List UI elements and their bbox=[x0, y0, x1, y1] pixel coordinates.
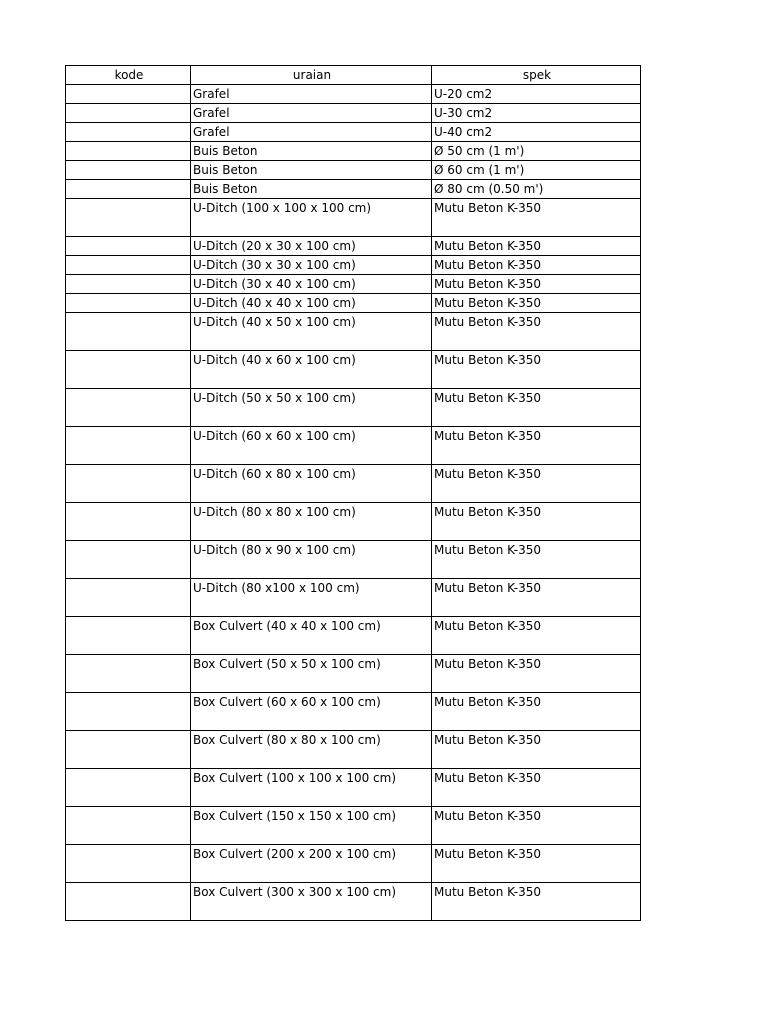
cell-spek: Ø 80 cm (0.50 m') bbox=[432, 180, 641, 199]
cell-uraian: Box Culvert (300 x 300 x 100 cm) bbox=[191, 883, 432, 921]
table-row bbox=[66, 845, 641, 883]
cell-spek: Mutu Beton K-350 bbox=[432, 313, 641, 351]
table-row bbox=[66, 655, 641, 693]
cell-kode bbox=[66, 883, 191, 921]
cell-uraian: U-Ditch (40 x 60 x 100 cm) bbox=[191, 351, 432, 389]
cell-kode bbox=[66, 256, 191, 275]
cell-spek: Mutu Beton K-350 bbox=[432, 845, 641, 883]
table-row bbox=[66, 769, 641, 807]
cell-kode bbox=[66, 389, 191, 427]
cell-spek: Mutu Beton K-350 bbox=[432, 769, 641, 807]
table-row bbox=[66, 161, 641, 180]
table-row bbox=[66, 313, 641, 351]
cell-spek: Mutu Beton K-350 bbox=[432, 294, 641, 313]
cell-kode bbox=[66, 199, 191, 237]
cell-kode bbox=[66, 769, 191, 807]
cell-kode bbox=[66, 465, 191, 503]
cell-spek: Mutu Beton K-350 bbox=[432, 541, 641, 579]
cell-uraian: Box Culvert (150 x 150 x 100 cm) bbox=[191, 807, 432, 845]
table-row bbox=[66, 275, 641, 294]
cell-kode bbox=[66, 693, 191, 731]
table-row bbox=[66, 807, 641, 845]
cell-kode bbox=[66, 617, 191, 655]
table-row bbox=[66, 142, 641, 161]
cell-kode bbox=[66, 161, 191, 180]
cell-uraian: Box Culvert (100 x 100 x 100 cm) bbox=[191, 769, 432, 807]
cell-uraian: U-Ditch (80 x 90 x 100 cm) bbox=[191, 541, 432, 579]
cell-kode bbox=[66, 142, 191, 161]
cell-spek: Mutu Beton K-350 bbox=[432, 465, 641, 503]
table-row bbox=[66, 579, 641, 617]
cell-kode bbox=[66, 807, 191, 845]
cell-spek: U-30 cm2 bbox=[432, 104, 641, 123]
cell-uraian: U-Ditch (80 x 80 x 100 cm) bbox=[191, 503, 432, 541]
header-kode: kode bbox=[66, 66, 191, 85]
table-row bbox=[66, 693, 641, 731]
cell-uraian: U-Ditch (100 x 100 x 100 cm) bbox=[191, 199, 432, 237]
cell-kode bbox=[66, 104, 191, 123]
table-row bbox=[66, 104, 641, 123]
cell-uraian: Buis Beton bbox=[191, 161, 432, 180]
cell-uraian: U-Ditch (20 x 30 x 100 cm) bbox=[191, 237, 432, 256]
cell-spek: Mutu Beton K-350 bbox=[432, 256, 641, 275]
cell-kode bbox=[66, 503, 191, 541]
table-row bbox=[66, 883, 641, 921]
header-spek: spek bbox=[432, 66, 641, 85]
cell-kode bbox=[66, 313, 191, 351]
cell-spek: Mutu Beton K-350 bbox=[432, 237, 641, 256]
cell-kode bbox=[66, 123, 191, 142]
spec-table bbox=[65, 65, 641, 921]
cell-uraian: Box Culvert (60 x 60 x 100 cm) bbox=[191, 693, 432, 731]
table-row bbox=[66, 731, 641, 769]
cell-kode bbox=[66, 180, 191, 199]
table-row bbox=[66, 180, 641, 199]
cell-kode bbox=[66, 731, 191, 769]
cell-uraian: Grafel bbox=[191, 85, 432, 104]
cell-spek: Mutu Beton K-350 bbox=[432, 389, 641, 427]
cell-kode bbox=[66, 541, 191, 579]
cell-uraian: U-Ditch (30 x 30 x 100 cm) bbox=[191, 256, 432, 275]
cell-uraian: Box Culvert (40 x 40 x 100 cm) bbox=[191, 617, 432, 655]
cell-spek: Mutu Beton K-350 bbox=[432, 693, 641, 731]
cell-spek: Mutu Beton K-350 bbox=[432, 655, 641, 693]
cell-uraian: Buis Beton bbox=[191, 142, 432, 161]
cell-kode bbox=[66, 579, 191, 617]
cell-spek: Mutu Beton K-350 bbox=[432, 351, 641, 389]
header-row bbox=[66, 66, 641, 85]
cell-uraian: Box Culvert (80 x 80 x 100 cm) bbox=[191, 731, 432, 769]
cell-uraian: U-Ditch (50 x 50 x 100 cm) bbox=[191, 389, 432, 427]
cell-spek: Mutu Beton K-350 bbox=[432, 731, 641, 769]
cell-kode bbox=[66, 294, 191, 313]
cell-uraian: U-Ditch (60 x 60 x 100 cm) bbox=[191, 427, 432, 465]
cell-spek: Mutu Beton K-350 bbox=[432, 275, 641, 294]
table-row bbox=[66, 503, 641, 541]
cell-kode bbox=[66, 85, 191, 104]
table-row bbox=[66, 237, 641, 256]
table-row bbox=[66, 123, 641, 142]
table-row bbox=[66, 465, 641, 503]
header-uraian: uraian bbox=[191, 66, 432, 85]
cell-kode bbox=[66, 655, 191, 693]
cell-kode bbox=[66, 351, 191, 389]
cell-spek: Ø 60 cm (1 m') bbox=[432, 161, 641, 180]
cell-kode bbox=[66, 275, 191, 294]
cell-kode bbox=[66, 237, 191, 256]
cell-kode bbox=[66, 845, 191, 883]
table-row bbox=[66, 617, 641, 655]
cell-kode bbox=[66, 427, 191, 465]
cell-spek: Mutu Beton K-350 bbox=[432, 579, 641, 617]
table-row bbox=[66, 541, 641, 579]
table-row bbox=[66, 427, 641, 465]
cell-spek: Mutu Beton K-350 bbox=[432, 807, 641, 845]
table-row bbox=[66, 294, 641, 313]
table-row bbox=[66, 389, 641, 427]
cell-spek: Mutu Beton K-350 bbox=[432, 427, 641, 465]
cell-uraian: U-Ditch (40 x 50 x 100 cm) bbox=[191, 313, 432, 351]
cell-spek: Ø 50 cm (1 m') bbox=[432, 142, 641, 161]
cell-uraian: Box Culvert (200 x 200 x 100 cm) bbox=[191, 845, 432, 883]
cell-uraian: Grafel bbox=[191, 104, 432, 123]
cell-spek: Mutu Beton K-350 bbox=[432, 883, 641, 921]
table-row bbox=[66, 351, 641, 389]
cell-uraian: Grafel bbox=[191, 123, 432, 142]
cell-uraian: Buis Beton bbox=[191, 180, 432, 199]
cell-spek: U-40 cm2 bbox=[432, 123, 641, 142]
table-row bbox=[66, 256, 641, 275]
cell-spek: Mutu Beton K-350 bbox=[432, 617, 641, 655]
cell-spek: Mutu Beton K-350 bbox=[432, 503, 641, 541]
cell-spek: Mutu Beton K-350 bbox=[432, 199, 641, 237]
cell-uraian: U-Ditch (80 x100 x 100 cm) bbox=[191, 579, 432, 617]
table-row bbox=[66, 85, 641, 104]
table-row bbox=[66, 199, 641, 237]
cell-uraian: U-Ditch (40 x 40 x 100 cm) bbox=[191, 294, 432, 313]
cell-uraian: U-Ditch (60 x 80 x 100 cm) bbox=[191, 465, 432, 503]
cell-uraian: U-Ditch (30 x 40 x 100 cm) bbox=[191, 275, 432, 294]
cell-uraian: Box Culvert (50 x 50 x 100 cm) bbox=[191, 655, 432, 693]
cell-spek: U-20 cm2 bbox=[432, 85, 641, 104]
